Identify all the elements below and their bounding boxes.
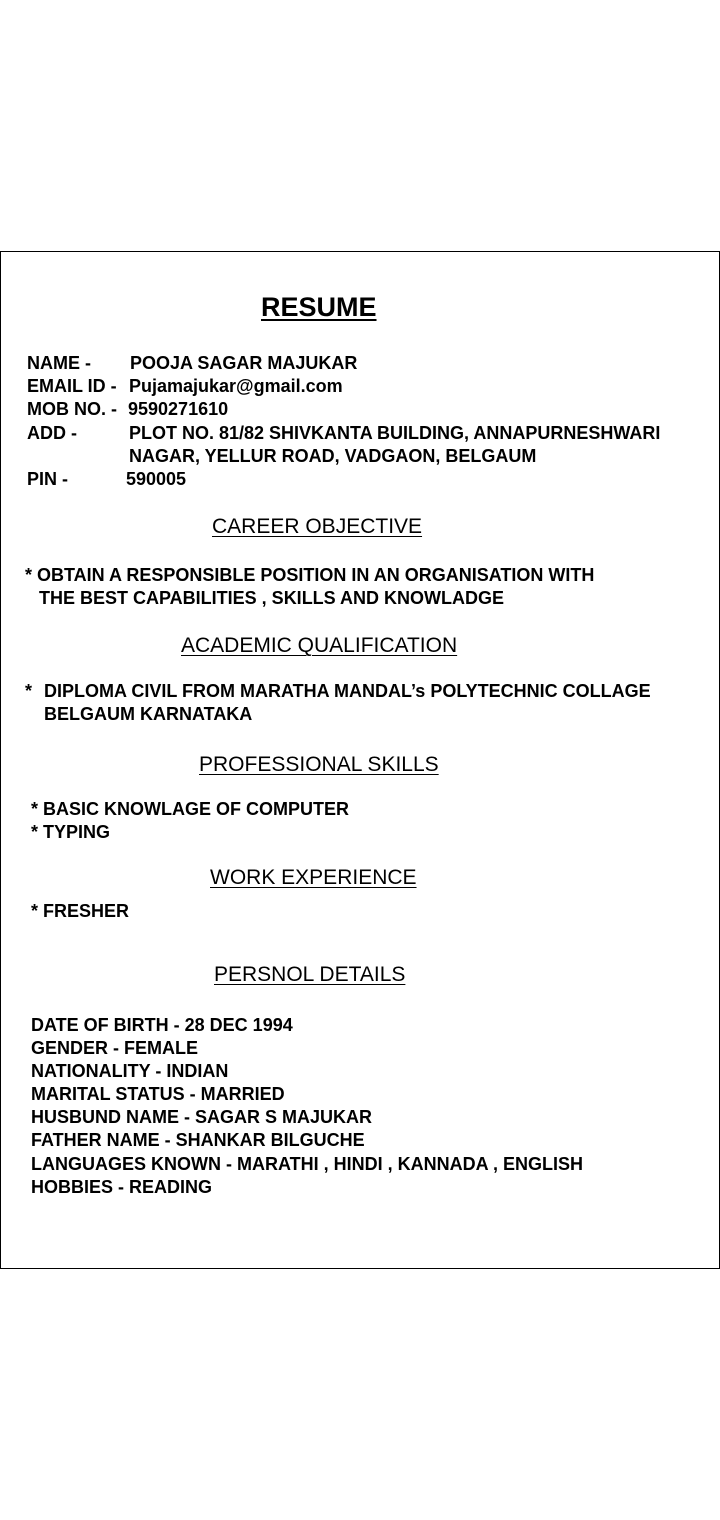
academic-line-2: BELGAUM KARNATAKA xyxy=(44,704,253,724)
skill-item: * TYPING xyxy=(31,822,111,842)
resume-page xyxy=(0,251,720,1269)
work-experience-heading: WORK EXPERIENCE xyxy=(210,866,417,889)
email-label: EMAIL ID - xyxy=(27,376,117,396)
personal-details-heading: PERSNOL DETAILS xyxy=(214,963,406,986)
name-value: POOJA SAGAR MAJUKAR xyxy=(130,353,358,373)
address-label: ADD - xyxy=(27,423,77,443)
skill-item: * BASIC KNOWLAGE OF COMPUTER xyxy=(31,799,349,819)
personal-detail-line: HUSBUND NAME - SAGAR S MAJUKAR xyxy=(31,1107,373,1127)
email-value: Pujamajukar@gmail.com xyxy=(129,376,343,396)
personal-detail-line: GENDER - FEMALE xyxy=(31,1038,199,1058)
address-line-2: NAGAR, YELLUR ROAD, VADGAON, BELGAUM xyxy=(129,446,537,466)
professional-skills-heading: PROFESSIONAL SKILLS xyxy=(199,753,439,776)
name-label: NAME - xyxy=(27,353,91,373)
personal-detail-line: DATE OF BIRTH - 28 DEC 1994 xyxy=(31,1015,293,1035)
mob-value: 9590271610 xyxy=(128,399,229,419)
mob-label: MOB NO. - xyxy=(27,399,117,419)
personal-detail-line: LANGUAGES KNOWN - MARATHI , HINDI , KANNADA , ENGLISH xyxy=(31,1154,583,1174)
pin-value: 590005 xyxy=(126,469,187,489)
academic-bullet: * xyxy=(25,681,33,701)
academic-qualification-heading: ACADEMIC QUALIFICATION xyxy=(181,634,458,657)
personal-detail-line: MARITAL STATUS - MARRIED xyxy=(31,1084,285,1104)
work-item: * FRESHER xyxy=(31,901,130,921)
pin-label: PIN - xyxy=(27,469,69,489)
personal-detail-line: FATHER NAME - SHANKAR BILGUCHE xyxy=(31,1130,365,1150)
career-objective-line-2: THE BEST CAPABILITIES , SKILLS AND KNOWLADGE xyxy=(39,588,505,608)
academic-line-1: DIPLOMA CIVIL FROM MARATHA MANDAL’s POLYTECHNIC COLLAGE xyxy=(44,681,651,701)
personal-detail-line: HOBBIES - READING xyxy=(31,1177,213,1197)
career-objective-line-1: * OBTAIN A RESPONSIBLE POSITION IN AN ORGANISATION WITH xyxy=(25,565,595,585)
personal-detail-line: NATIONALITY - INDIAN xyxy=(31,1061,229,1081)
address-line-1: PLOT NO. 81/82 SHIVKANTA BUILDING, ANNAPURNESHWARI xyxy=(129,423,661,443)
career-objective-heading: CAREER OBJECTIVE xyxy=(212,515,423,538)
resume-title: RESUME xyxy=(261,292,377,322)
